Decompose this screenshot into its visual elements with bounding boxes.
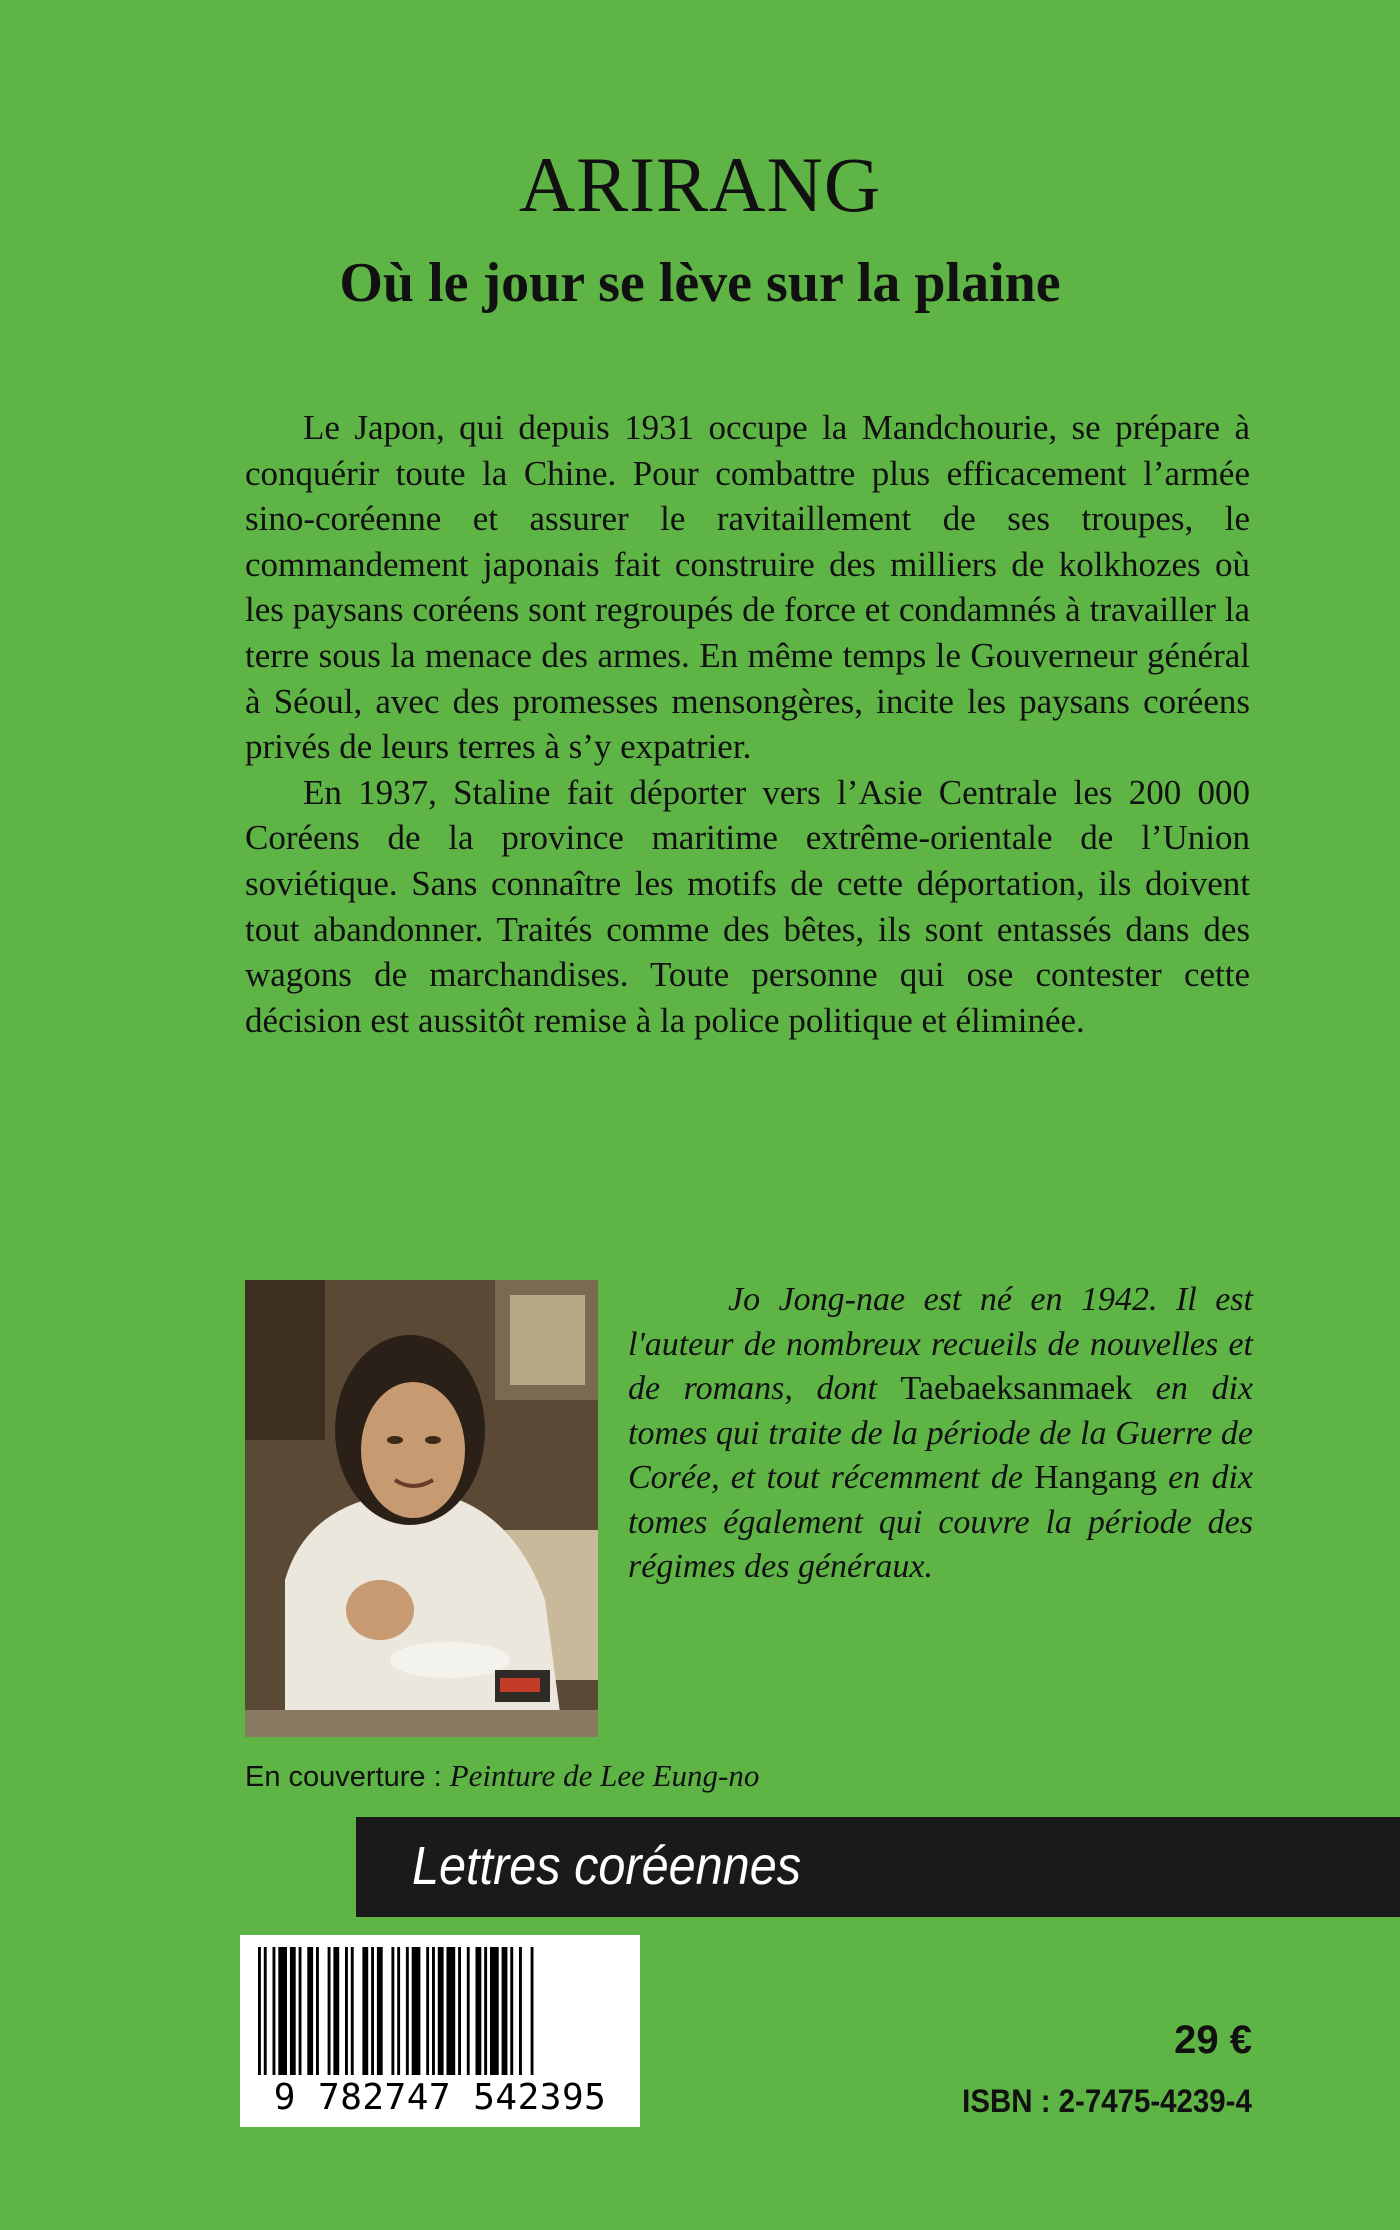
barcode-bars <box>240 1935 640 2085</box>
book-title-taebaeksanmaek: Taebaeksanmaek <box>900 1370 1133 1407</box>
barcode-bar <box>377 1947 383 2075</box>
bio-text-part: en dix tomes également qui couvre la période des régimes des généraux. <box>628 1459 1253 1585</box>
barcode-bar <box>397 1947 400 2075</box>
barcode-bar <box>510 1947 513 2075</box>
synopsis <box>245 405 1250 1043</box>
barcode-bar <box>391 1947 394 2075</box>
barcode-bar <box>519 1947 522 2075</box>
barcode-bar <box>502 1947 508 2075</box>
barcode-bar <box>264 1947 267 2075</box>
barcode-bar <box>316 1947 319 2075</box>
book-subtitle: Où le jour se lève sur la plaine <box>339 252 1061 314</box>
barcode-bar <box>273 1947 276 2075</box>
barcode-bar <box>328 1947 331 2075</box>
barcode-bar <box>351 1947 354 2075</box>
barcode-bar <box>531 1947 534 2075</box>
barcode-bar <box>484 1947 487 2075</box>
book-title-hangang: Hangang <box>1034 1459 1157 1496</box>
barcode-bar <box>412 1947 421 2075</box>
barcode-bar <box>438 1947 444 2075</box>
synopsis-paragraph: Le Japon, qui depuis 1931 occupe la Mandchourie, se prépare à conquérir toute la Chine. Pour combattre plus efficacement l’armée sino-coréenne et assurer le ravitaillement de ses troupes, le commandement japonais fait construire des milliers de kolkhozes où les paysans coréens sont regroupés de force et condamnés à travailler la terre sous la menace des armes. En même temps le Gouverneur général à Séoul, avec des promesses mensongères, incite les paysans coréens privés de leurs terres à s’y expatrier. <box>245 408 1250 767</box>
author-bio <box>628 1278 1253 1590</box>
cover-credit-label: En couverture : <box>245 1761 450 1793</box>
barcode-bar <box>307 1947 313 2075</box>
isbn: ISBN : 2-7475-4239-4 <box>962 2083 1252 2119</box>
author-bio-text <box>628 1278 1253 1590</box>
cover-credit <box>245 1756 1145 1797</box>
barcode-bar <box>432 1947 435 2075</box>
barcode-bar <box>333 1947 339 2075</box>
barcode <box>240 1935 640 2127</box>
barcode-bar <box>345 1947 348 2075</box>
author-photo <box>245 1280 598 1737</box>
bio-text-part: en dix tomes qui traite de la période de la Guerre de Corée, et tout récemment de <box>628 1370 1253 1496</box>
barcode-bar <box>406 1947 409 2075</box>
barcode-bar <box>362 1947 368 2075</box>
barcode-digits: 9 782747 542395 <box>273 2077 607 2118</box>
barcode-bar <box>371 1947 374 2075</box>
series-band <box>356 1817 1400 1917</box>
barcode-bar <box>258 1947 261 2075</box>
barcode-bar <box>467 1947 470 2075</box>
barcode-bar <box>476 1947 482 2075</box>
barcode-bar <box>458 1947 461 2075</box>
bio-text-part: Jo Jong-nae est né en 1942. Il est l'auteur de nombreux recueils de nouvelles et de romans, dont <box>628 1281 1253 1407</box>
barcode-bar <box>447 1947 456 2075</box>
barcode-bar <box>299 1947 302 2075</box>
series-name: Lettres coréennes <box>412 1836 802 1896</box>
barcode-bar <box>426 1947 429 2075</box>
book-title: ARIRANG <box>518 141 882 228</box>
barcode-bar <box>490 1947 499 2075</box>
barcode-bar <box>290 1947 296 2075</box>
price: 29 € <box>1174 2018 1252 2062</box>
cover-credit-value: Peinture de Lee Eung-no <box>449 1758 760 1793</box>
synopsis-paragraph: En 1937, Staline fait déporter vers l’Asie Centrale les 200 000 Coréens de la province maritime extrême-orientale de l’Union soviétique. Sans connaître les motifs de cette déportation, ils doivent tout abandonner. Traités comme des bêtes, ils sont entassés dans des wagons de marchandises. Toute personne qui ose contester cette décision est aussitôt remise à la police politique et éliminée. <box>245 772 1250 1040</box>
barcode-bar <box>278 1947 287 2075</box>
